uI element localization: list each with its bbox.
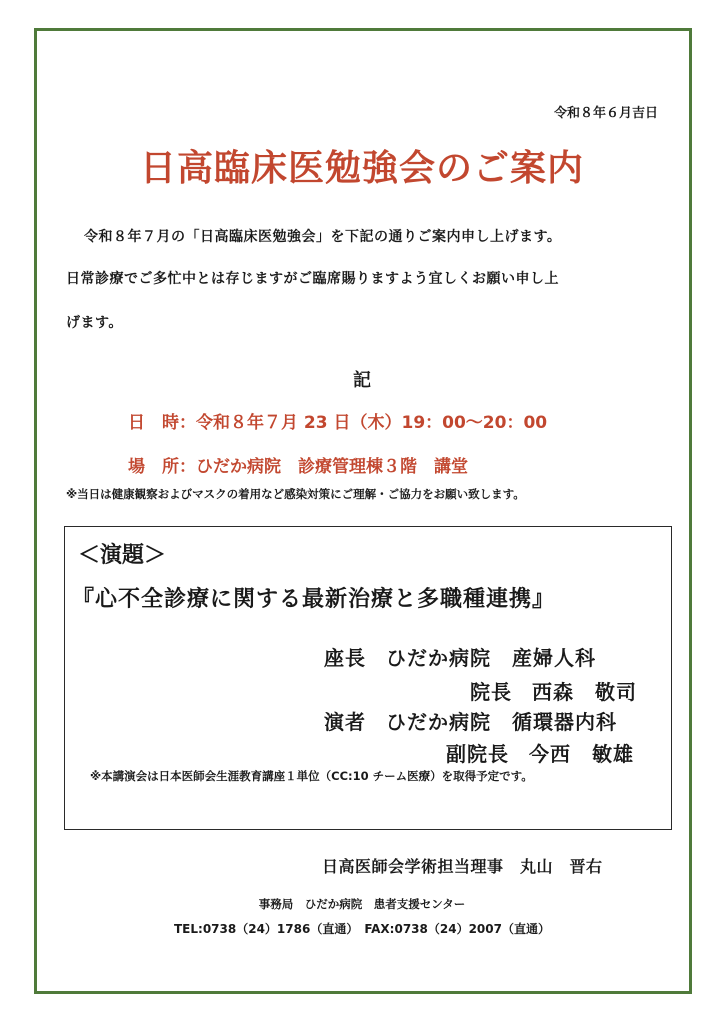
document-title: 日高臨床医勉強会のご案内 <box>139 148 584 189</box>
lecture-title: 『心不全診療に関する最新治療と多職種連携』 <box>72 587 556 612</box>
event-venue: 場 所：ひだか病院 診療管理棟３階 講堂 <box>128 457 468 477</box>
chair-org: ひだか病院 産婦人科 <box>386 646 596 670</box>
chair-name: 西森 敬司 <box>532 680 637 704</box>
speaker-title: 副院長 <box>446 742 509 766</box>
speaker-name-line <box>446 738 634 767</box>
intro-line-3: げます。 <box>66 315 123 331</box>
chair-role: 座長 <box>324 646 366 670</box>
infection-control-note: ※当日は健康観察およびマスクの着用など感染対策にご理解・ご協力をお願い致します。 <box>66 487 525 501</box>
chair-line <box>324 642 596 671</box>
office-info: 事務局 ひだか病院 患者支援センター <box>258 897 466 911</box>
intro-line-1: 令和８年７月の「日高臨床医勉強会」を下記の通りご案内申し上げます。 <box>84 229 562 245</box>
event-datetime: 日 時：令和８年７月 23 日（木）19：00〜20：00 <box>128 413 548 433</box>
speaker-role: 演者 <box>324 710 366 734</box>
ki-heading: 記 <box>353 370 371 391</box>
contact-info: TEL:0738（24）1786（直通） FAX:0738（24）2007（直通） <box>174 922 550 936</box>
credit-note: ※本講演会は日本医師会生涯教育講座１単位（CC:10 チーム医療）を取得予定です。 <box>90 769 533 783</box>
chair-title: 院長 <box>470 680 512 704</box>
speaker-line <box>324 706 617 735</box>
intro-line-2: 日常診療でご多忙中とは存じますがご臨席賜りますよう宜しくお願い申し上 <box>66 271 559 287</box>
speaker-org: ひだか病院 循環器内科 <box>386 710 617 734</box>
lecture-heading: ＜演題＞ <box>78 543 167 568</box>
issue-date: 令和８年６月吉日 <box>553 106 658 121</box>
speaker-name: 今西 敏雄 <box>529 742 634 766</box>
signature: 日高医師会学術担当理事 丸山 晋右 <box>322 857 603 876</box>
chair-name-line <box>470 676 637 705</box>
